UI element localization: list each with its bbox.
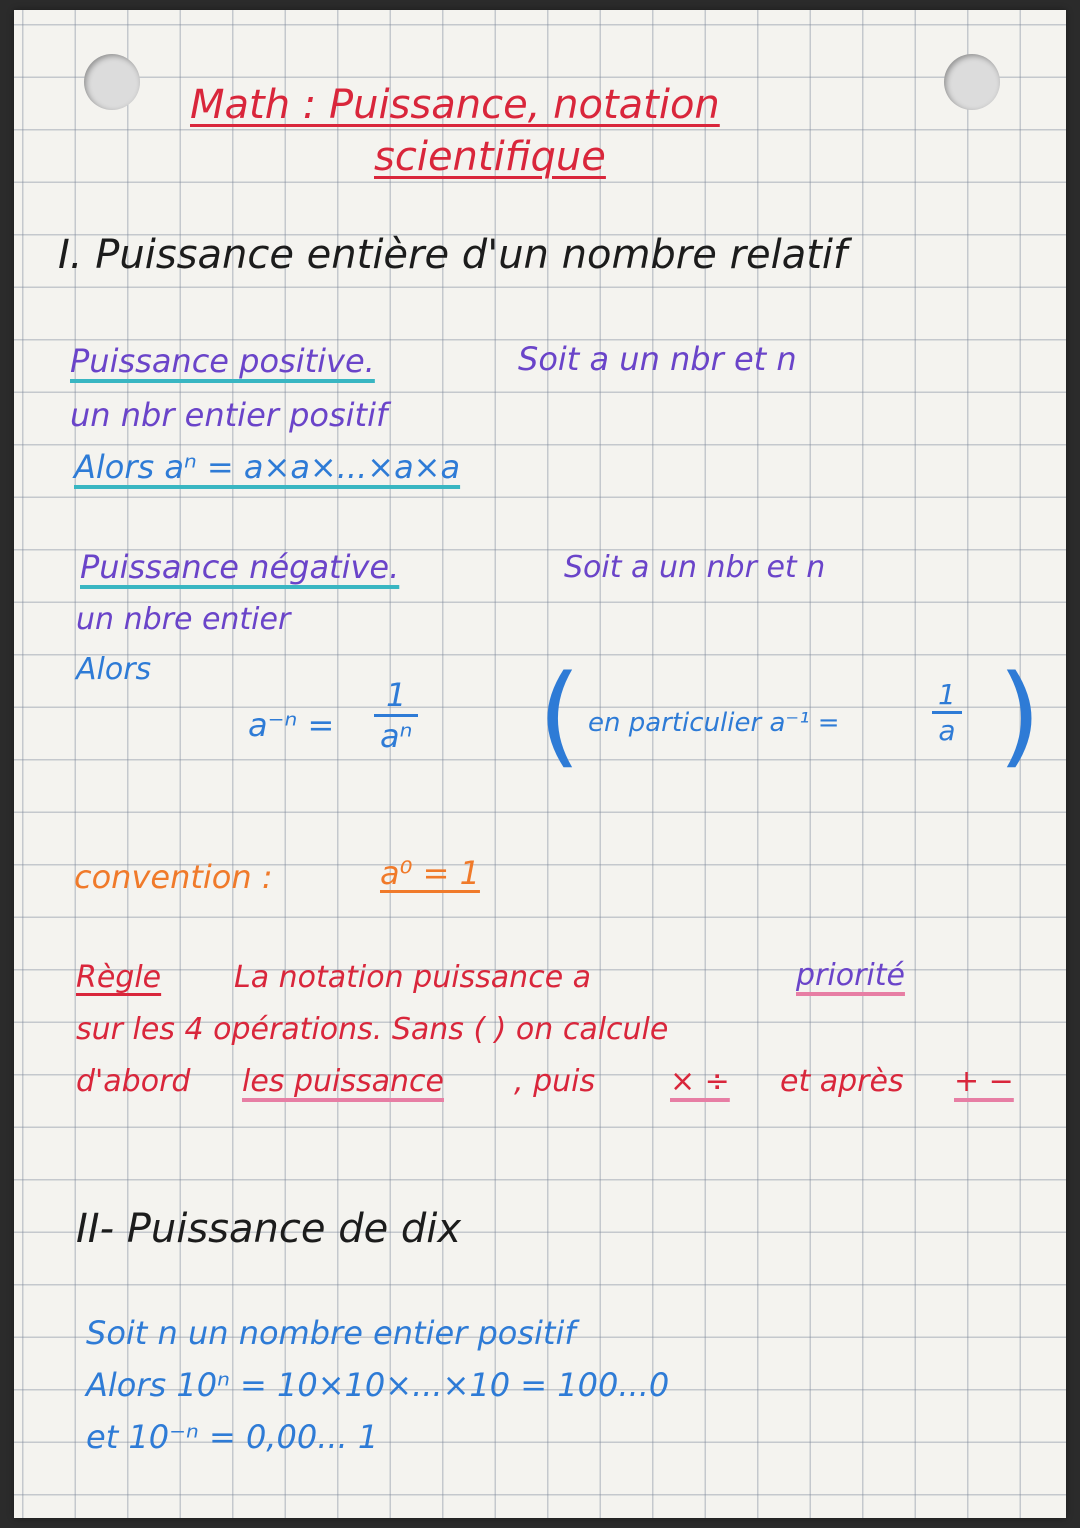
title-line-1: Math : Puissance, notation [190,82,720,128]
section-2-line-2: Alors 10ⁿ = 10×10×...×10 = 100...0 [86,1366,670,1404]
section-2-line-3: et 10⁻ⁿ = 0,00... 1 [86,1418,379,1456]
left-parenthesis: ( [538,651,581,779]
rule-line-3e: et après [780,1064,904,1099]
convention-label: convention : [74,858,273,896]
negative-power-text-2: un nbre entier [76,602,291,637]
positive-power-formula: Alors aⁿ = a×a×...×a×a [74,448,461,486]
section-2-line-1: Soit n un nombre entier positif [86,1314,576,1352]
negative-power-alors: Alors [76,652,152,687]
negative-power-fraction [374,676,418,755]
negative-power-lhs: a⁻ⁿ = [248,706,335,744]
rule-priority: priorité [796,958,905,993]
particular-case-fraction [932,678,962,747]
rule-line-3d: × ÷ [670,1064,730,1099]
notebook-page [14,10,1066,1518]
particular-case-text: en particulier a⁻¹ = [588,708,840,738]
section-2-heading: II- Puissance de dix [76,1206,462,1252]
rule-line-3b: les puissance [242,1064,444,1099]
particular-denominator: a [938,714,956,747]
rule-label: Règle [76,960,162,995]
positive-power-label: Puissance positive. [70,342,375,380]
punch-hole-right [944,54,1000,110]
convention-formula: a⁰ = 1 [380,854,480,892]
punch-hole-left [84,54,140,110]
right-parenthesis: ) [998,651,1041,779]
fraction-denominator: aⁿ [380,717,413,755]
rule-line-1a: La notation puissance a [234,960,592,995]
title-line-2: scientifique [374,134,606,180]
particular-numerator: 1 [938,678,956,711]
rule-line-3f: + − [954,1064,1014,1099]
negative-power-label: Puissance négative. [80,548,400,586]
rule-line-3c: , puis [514,1064,596,1099]
positive-power-text-2: un nbr entier positif [70,396,388,434]
rule-line-2: sur les 4 opérations. Sans ( ) on calcule [76,1012,669,1047]
section-1-heading: I. Puissance entière d'un nombre relatif [58,232,848,278]
positive-power-text-1: Soit a un nbr et n [518,340,797,378]
fraction-numerator: 1 [386,676,407,714]
negative-power-text-1: Soit a un nbr et n [564,550,826,585]
rule-line-3a: d'abord [76,1064,191,1099]
